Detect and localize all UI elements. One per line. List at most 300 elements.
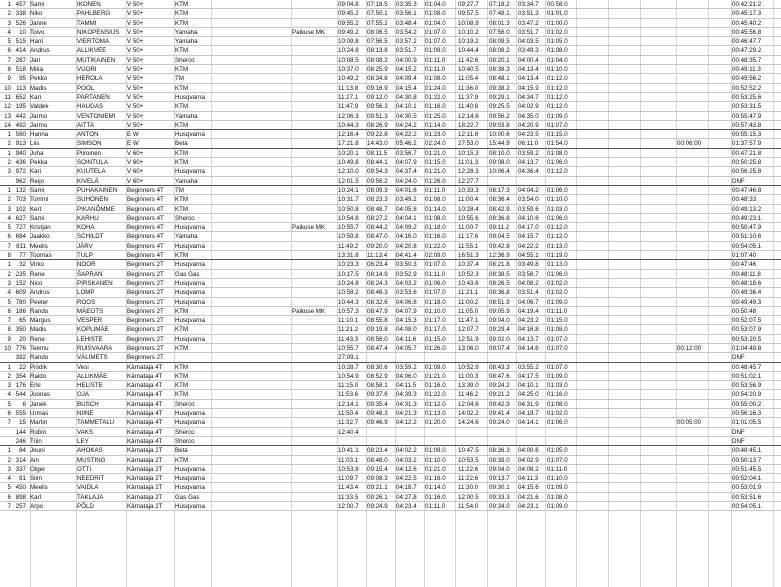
cell-t3[interactable]: 01:16.0	[425, 475, 446, 483]
cell-pl[interactable]: 8	[7, 66, 11, 74]
cell-t5[interactable]: 15:44.9	[489, 140, 510, 148]
cell-pl[interactable]: 1	[7, 447, 11, 455]
cell-t7[interactable]: 01:02.0	[547, 279, 568, 287]
cell-fn[interactable]: Nico	[30, 279, 43, 287]
cell-t1[interactable]: 08:26.9	[367, 121, 388, 129]
table-row[interactable]	[0, 121, 781, 130]
cell-ln[interactable]: ŠAPRAN	[77, 270, 103, 278]
cell-fn[interactable]: Meelis	[30, 242, 48, 250]
cell-t1[interactable]: 09:37.6	[367, 391, 388, 399]
cell-t5[interactable]: 07:48.1	[489, 10, 510, 18]
table-row[interactable]	[0, 9, 781, 18]
cell-tot[interactable]: 00:50:48	[732, 307, 757, 315]
cell-t0[interactable]: 10:49.8	[338, 159, 359, 167]
cell-t1[interactable]: 08:11.5	[367, 149, 388, 157]
cell-t0[interactable]: 11:33.5	[338, 493, 359, 501]
cell-t2[interactable]: 04:30.5	[396, 112, 417, 120]
cell-t7[interactable]: 01:06.0	[547, 186, 568, 194]
cell-t5[interactable]: 08:38.5	[489, 270, 510, 278]
cell-fn[interactable]: Arpo	[30, 503, 44, 511]
cell-t4[interactable]: 12:11.8	[458, 131, 479, 139]
cell-t6[interactable]: 04:10.1	[518, 382, 539, 390]
cell-t1[interactable]: 08:09.3	[367, 186, 388, 194]
cell-ln[interactable]: NOOR	[77, 261, 96, 269]
cell-pl[interactable]: 8	[7, 252, 11, 260]
cell-ln[interactable]: VIERTOMA	[77, 38, 110, 46]
cell-tot[interactable]: 00:47:29.2	[732, 47, 762, 55]
cell-t6[interactable]: 04:16.8	[518, 326, 539, 334]
cell-pl[interactable]: 5	[7, 484, 11, 492]
cell-mk[interactable]: KTM	[175, 121, 189, 129]
cell-ln[interactable]: VUORI	[77, 66, 97, 74]
cell-t3[interactable]: 01:11.0	[425, 503, 446, 511]
cell-pl[interactable]: 7	[7, 503, 11, 511]
cell-t0[interactable]: 11:43.4	[338, 484, 359, 492]
cell-t2[interactable]: 03:53.6	[396, 289, 417, 297]
cell-pl[interactable]: 1	[7, 363, 11, 371]
cell-t7[interactable]: 01:07.0	[547, 363, 568, 371]
cell-tot[interactable]: 01:01:05.5	[732, 419, 762, 427]
cell-fn[interactable]: Jaakko	[30, 233, 50, 241]
cell-t0[interactable]: 11:53.6	[338, 391, 359, 399]
cell-nr[interactable]: 235	[15, 270, 26, 278]
cell-t7[interactable]: 01:02.0	[547, 28, 568, 36]
cell-mk[interactable]: TM	[175, 75, 184, 83]
cell-ln[interactable]: LEY	[77, 437, 89, 445]
cell-cl[interactable]: V 50+	[127, 84, 144, 92]
cell-t0[interactable]: 09:55.2	[338, 19, 359, 27]
cell-pl[interactable]: 4	[7, 28, 11, 36]
cell-cl[interactable]: Kärnataja 4T	[127, 372, 163, 380]
cell-fn[interactable]: Madis	[30, 84, 47, 92]
cell-t1[interactable]: 09:26.1	[367, 493, 388, 501]
cell-tot[interactable]: 01:37:57.9	[732, 140, 762, 148]
cell-t2[interactable]: 03:35.3	[396, 1, 417, 8]
cell-t3[interactable]: 01:08.0	[425, 75, 446, 83]
cell-ln[interactable]: ROOS	[77, 298, 96, 306]
cell-t6[interactable]: 04:15.7	[518, 233, 539, 241]
cell-t2[interactable]: 04:24.0	[396, 177, 417, 185]
cell-t5[interactable]: 07:18.2	[489, 1, 510, 8]
cell-t1[interactable]: 08:47.0	[367, 233, 388, 241]
cell-t2[interactable]: 04:09.2	[396, 224, 417, 232]
cell-t0[interactable]: 11:32.7	[338, 419, 359, 427]
cell-t2[interactable]: 04:27.8	[396, 493, 417, 501]
cell-t5[interactable]: 09:07.4	[489, 344, 510, 352]
cell-t5[interactable]: 08:36.3	[489, 447, 510, 455]
cell-pl[interactable]: 3	[7, 205, 11, 213]
cell-t0[interactable]: 10:41.1	[338, 447, 359, 455]
cell-t4[interactable]: 10:47.5	[458, 447, 479, 455]
cell-nr[interactable]: 609	[15, 289, 26, 297]
cell-tot[interactable]: 00:53:07.9	[732, 326, 762, 334]
cell-mk[interactable]: Husqvarna	[175, 279, 205, 287]
cell-t2[interactable]: 04:41.4	[396, 252, 417, 260]
table-row[interactable]	[0, 335, 781, 344]
cell-t5[interactable]: 08:47.6	[489, 372, 510, 380]
table-row[interactable]	[0, 325, 781, 334]
cell-pl[interactable]: 2	[7, 456, 11, 464]
cell-t4[interactable]: 11:00.7	[458, 224, 479, 232]
cell-t7[interactable]: 01:08.0	[547, 326, 568, 334]
cell-t3[interactable]: 01:15.0	[425, 335, 446, 343]
cell-pl[interactable]: 7	[7, 242, 11, 250]
cell-t7[interactable]: 01:06.0	[547, 214, 568, 222]
cell-ln[interactable]: RUISVAARA	[77, 344, 113, 352]
cell-t3[interactable]: 01:21.0	[425, 372, 446, 380]
cell-pl[interactable]: 5	[7, 224, 11, 232]
cell-mk[interactable]: Sherco	[175, 214, 195, 222]
cell-t2[interactable]: 04:01.6	[396, 186, 417, 194]
cell-t4[interactable]: 27:53.0	[458, 140, 479, 148]
cell-t0[interactable]: 10:57.3	[338, 307, 359, 315]
cell-t4[interactable]: 16:51.3	[458, 252, 479, 260]
cell-t7[interactable]: 01:09.0	[547, 503, 568, 511]
cell-ln[interactable]: VESPER	[77, 317, 103, 325]
cell-t0[interactable]: 11:13.8	[338, 84, 359, 92]
cell-ln[interactable]: VENTONIEMI	[77, 112, 116, 120]
table-row[interactable]	[0, 167, 781, 176]
cell-mk[interactable]: TM	[175, 186, 184, 194]
cell-nr[interactable]: 436	[15, 159, 26, 167]
cell-pl[interactable]: 9	[7, 335, 11, 343]
cell-t3[interactable]: 01:18.0	[425, 298, 446, 306]
cell-ln[interactable]: IKONEN	[77, 1, 101, 8]
cell-fn[interactable]: Kert	[30, 205, 42, 213]
cell-t7[interactable]: 01:54.0	[547, 140, 568, 148]
cell-t7[interactable]: 01:12.0	[547, 224, 568, 232]
cell-t6[interactable]: 04:17.5	[518, 372, 539, 380]
cell-nr[interactable]: 442	[15, 112, 26, 120]
cell-cl[interactable]: Beginners 2T	[127, 326, 164, 334]
table-row[interactable]	[0, 93, 781, 102]
cell-t4[interactable]: 10:44.4	[458, 47, 479, 55]
cell-t3[interactable]: 01:07.0	[425, 28, 446, 36]
cell-fn[interactable]: Rando	[30, 354, 49, 362]
cell-ln[interactable]: KOPLIMÄE	[77, 326, 109, 334]
cell-fn[interactable]: Kristjan	[30, 224, 51, 232]
cell-t4[interactable]: 11:22.6	[458, 475, 479, 483]
cell-t4[interactable]: 12:51.9	[458, 335, 479, 343]
cell-t1[interactable]: 08:55.8	[367, 317, 388, 325]
cell-t6[interactable]: 04:21.6	[518, 493, 539, 501]
cell-t7[interactable]: 01:09.0	[547, 372, 568, 380]
cell-t4[interactable]: 12:00.5	[458, 493, 479, 501]
cell-fn[interactable]: Pekko	[30, 75, 48, 83]
cell-fn[interactable]: Toivo	[30, 28, 45, 36]
cell-mk[interactable]: Husqvarna	[175, 93, 205, 101]
cell-t5[interactable]: 08:20.1	[489, 56, 510, 64]
cell-mk[interactable]: Gas Gas	[175, 493, 200, 501]
cell-t0[interactable]: 11:50.4	[338, 410, 359, 418]
cell-tot[interactable]: 00:48:33	[732, 196, 757, 204]
cell-tot[interactable]: 00:56:16.3	[732, 410, 762, 418]
cell-nr[interactable]: 972	[15, 168, 26, 176]
table-row[interactable]	[0, 232, 781, 241]
cell-fn[interactable]: Valdek	[30, 103, 49, 111]
table-row[interactable]	[0, 298, 781, 307]
cell-t3[interactable]: 01:08.0	[425, 214, 446, 222]
cell-ln[interactable]: KIVELÄ	[77, 177, 99, 185]
cell-t6[interactable]: 04:36.4	[518, 168, 539, 176]
cell-t1[interactable]: 09:21.1	[367, 484, 388, 492]
cell-mk[interactable]: Beta	[175, 140, 188, 148]
cell-ln[interactable]: MÄEOTS	[77, 307, 104, 315]
table-row[interactable]	[0, 149, 781, 158]
cell-t4[interactable]: 10:40.5	[458, 66, 479, 74]
cell-ln[interactable]: VAIDLA	[77, 484, 99, 492]
cell-fn[interactable]: Sami	[30, 186, 45, 194]
cell-cl[interactable]: V 50+	[127, 10, 144, 18]
cell-t7[interactable]: 01:10.0	[547, 66, 568, 74]
cell-t0[interactable]: 10:24.8	[338, 279, 359, 287]
cell-fn[interactable]: Jari	[30, 56, 40, 64]
cell-t0[interactable]: 10:58.2	[338, 289, 359, 297]
cell-t6[interactable]: 04:19.7	[518, 410, 539, 418]
cell-ln[interactable]: KOHA	[77, 224, 95, 232]
cell-cl[interactable]: E W	[127, 140, 139, 148]
cell-t6[interactable]: 04:00.6	[518, 447, 539, 455]
cell-fn[interactable]: Erki	[30, 382, 41, 390]
cell-nr[interactable]: 414	[15, 47, 26, 55]
cell-cl[interactable]: Kärnataja 4T	[127, 400, 163, 408]
cell-t5[interactable]: 08:21.8	[489, 261, 510, 269]
cell-nr[interactable]: 176	[15, 382, 26, 390]
cell-nr[interactable]: 257	[15, 503, 26, 511]
cell-tot[interactable]: 00:53:01.9	[732, 484, 762, 492]
cell-t4[interactable]: 14:24.6	[458, 419, 479, 427]
cell-ln[interactable]: SCHILDT	[77, 233, 104, 241]
cell-t0[interactable]: 27:09.1	[338, 354, 359, 362]
table-row[interactable]	[0, 112, 781, 121]
cell-t0[interactable]: 12:00.7	[338, 503, 359, 511]
cell-t1[interactable]: 09:22.8	[367, 131, 388, 139]
cell-t3[interactable]: 01:21.0	[425, 168, 446, 176]
cell-ln[interactable]: HAUGAS	[77, 103, 104, 111]
cell-fn[interactable]: Harri	[30, 38, 44, 46]
cell-nr[interactable]: 144	[15, 428, 26, 436]
cell-fn[interactable]: Tommi	[30, 196, 49, 204]
table-row[interactable]	[0, 428, 781, 437]
cell-mk[interactable]: Yamaha	[175, 233, 198, 241]
cell-t4[interactable]: 12:27.7	[458, 177, 479, 185]
cell-t3[interactable]: 01:20.0	[425, 419, 446, 427]
cell-t0[interactable]: 11:27.1	[338, 93, 359, 101]
cell-t3[interactable]: 01:16.0	[425, 233, 446, 241]
cell-nr[interactable]: 913	[15, 140, 26, 148]
cell-t2[interactable]: 04:11.5	[396, 382, 417, 390]
cell-nr[interactable]: 246	[15, 437, 26, 445]
cell-ln[interactable]: LEHISTE	[77, 335, 103, 343]
cell-t6[interactable]: 03:51.3	[518, 10, 539, 18]
table-row[interactable]	[0, 381, 781, 390]
cell-t0[interactable]: 12:01.5	[338, 177, 359, 185]
cell-t0[interactable]: 09:45.2	[338, 10, 359, 18]
table-row[interactable]	[0, 437, 781, 446]
cell-t6[interactable]: 04:10.6	[518, 214, 539, 222]
cell-t3[interactable]: 01:08.0	[425, 196, 446, 204]
cell-pl[interactable]: 7	[7, 56, 11, 64]
cell-nr[interactable]: 515	[15, 38, 26, 46]
cell-t5[interactable]: 08:26.5	[489, 279, 510, 287]
cell-t2[interactable]: 04:08.0	[396, 326, 417, 334]
cell-pl[interactable]: 6	[7, 410, 11, 418]
table-row[interactable]	[0, 483, 781, 492]
cell-nr[interactable]: 354	[15, 372, 26, 380]
cell-tot[interactable]: 00:51:02.1	[732, 372, 762, 380]
cell-t7[interactable]: 01:00.0	[547, 19, 568, 27]
cell-mk[interactable]: Husqvarna	[175, 298, 205, 306]
table-row[interactable]	[0, 363, 781, 372]
table-row[interactable]	[0, 288, 781, 297]
cell-ln[interactable]: TAMMETALU	[77, 419, 115, 427]
cell-fn[interactable]: Margus	[30, 317, 51, 325]
cell-t3[interactable]: 01:14.0	[425, 484, 446, 492]
cell-t6[interactable]: 04:04.2	[518, 186, 539, 194]
cell-t1[interactable]: 09:56.2	[367, 177, 388, 185]
cell-t4[interactable]: 09:57.5	[458, 10, 479, 18]
cell-t4[interactable]: 18:22.7	[458, 121, 479, 129]
cell-t6[interactable]: 03:51.4	[518, 289, 539, 297]
cell-mk[interactable]: Husqvarna	[175, 289, 205, 297]
cell-nr[interactable]: 727	[15, 224, 26, 232]
cell-fn[interactable]: Rene	[30, 335, 45, 343]
cell-sp[interactable]: Paikuse MK	[292, 28, 326, 36]
cell-mk[interactable]: Yamaha	[175, 28, 198, 36]
cell-t7[interactable]: 01:09.0	[547, 298, 568, 306]
cell-ln[interactable]: Vesi	[77, 363, 89, 371]
cell-mk[interactable]: KTM	[175, 205, 189, 213]
table-row[interactable]	[0, 502, 781, 511]
cell-t1[interactable]: 08:52.9	[367, 372, 388, 380]
cell-mk[interactable]: Husqvarna	[175, 335, 205, 343]
cell-t1[interactable]: 08:27.2	[367, 214, 388, 222]
cell-pl[interactable]: 5	[7, 400, 11, 408]
cell-t0[interactable]: 10:37.0	[338, 66, 359, 74]
cell-fn[interactable]: Joonas	[30, 391, 50, 399]
table-row[interactable]	[0, 400, 781, 409]
cell-t1[interactable]: 08:56.0	[367, 335, 388, 343]
cell-t5[interactable]: 08:10.0	[489, 149, 510, 157]
cell-cl[interactable]: Beginners 4T	[127, 214, 164, 222]
cell-tot[interactable]: 00:49:11.3	[732, 66, 761, 74]
cell-t0[interactable]: 10:08.5	[338, 56, 359, 64]
cell-tot[interactable]: 00:45:40.2	[732, 19, 762, 27]
cell-cl[interactable]: Kärnataja 2T	[127, 503, 163, 511]
cell-t1[interactable]: 08:32.6	[367, 298, 388, 306]
cell-mk[interactable]: KTM	[175, 372, 189, 380]
cell-t2[interactable]: 04:05.8	[396, 205, 417, 213]
table-row[interactable]	[0, 456, 781, 465]
cell-t4[interactable]: 11:46.2	[458, 391, 479, 399]
cell-t3[interactable]: 01:26.0	[425, 344, 446, 352]
cell-t0[interactable]: 10:55.7	[338, 344, 359, 352]
cell-cl[interactable]: Beginners 2T	[127, 335, 164, 343]
cell-tot[interactable]: 00:51:45.5	[732, 465, 762, 473]
cell-mk[interactable]: Husqvarna	[175, 131, 205, 139]
cell-ln[interactable]: ALLIKVEE	[77, 47, 107, 55]
cell-ln[interactable]: AITTA	[77, 121, 95, 129]
cell-fn[interactable]: Urmas	[30, 410, 49, 418]
cell-ln[interactable]: Piiroinen	[77, 149, 102, 157]
cell-fn[interactable]: Reijo	[30, 177, 45, 185]
cell-t3[interactable]: 01:07.0	[425, 289, 446, 297]
cell-pl[interactable]: 5	[7, 298, 11, 306]
cell-t2[interactable]: 04:10.1	[396, 103, 417, 111]
cell-t7[interactable]: 01:13.0	[547, 261, 568, 269]
cell-t3[interactable]: 01:25.0	[425, 112, 446, 120]
cell-tot[interactable]: 01:07:40	[732, 252, 757, 260]
cell-t0[interactable]: 12:40.4	[338, 428, 359, 436]
cell-fn[interactable]: Virko	[30, 261, 44, 269]
cell-ln[interactable]: POOL	[77, 84, 95, 92]
cell-cl[interactable]: Beginners 4T	[127, 242, 164, 250]
cell-t2[interactable]: 03:56.1	[396, 10, 417, 18]
cell-fn[interactable]: Andrus	[30, 47, 50, 55]
cell-tot[interactable]: 00:51:10.6	[732, 233, 762, 241]
cell-tot[interactable]: 00:54:20.9	[732, 391, 762, 399]
cell-t3[interactable]: 01:21.0	[425, 149, 446, 157]
cell-t4[interactable]: 10:43.6	[458, 279, 479, 287]
cell-t7[interactable]: 01:05.0	[547, 38, 568, 46]
cell-t5[interactable]: 08:36.8	[489, 289, 510, 297]
cell-t6[interactable]: 04:34.7	[518, 93, 539, 101]
cell-t3[interactable]: 01:07.0	[425, 38, 446, 46]
cell-cl[interactable]: Beginners 2T	[127, 261, 164, 269]
cell-nr[interactable]: 32	[19, 261, 26, 269]
cell-t3[interactable]: 01:07.0	[425, 261, 446, 269]
cell-mk[interactable]: Husqvarna	[175, 317, 205, 325]
cell-mk[interactable]: KTM	[175, 344, 189, 352]
cell-t2[interactable]: 03:52.9	[396, 270, 417, 278]
cell-t3[interactable]: 01:10.0	[425, 307, 446, 315]
cell-t7[interactable]: 01:01.0	[547, 10, 568, 18]
cell-t2[interactable]: 04:12.2	[396, 419, 417, 427]
cell-fn[interactable]: Priidik	[30, 363, 47, 371]
cell-t0[interactable]: 11:09.7	[338, 475, 359, 483]
cell-t0[interactable]: 10:50.8	[338, 205, 359, 213]
cell-tot[interactable]: 00:53:56.9	[732, 382, 762, 390]
cell-tot[interactable]: 00:52:07.5	[732, 317, 762, 325]
cell-cl[interactable]: Beginners 2T	[127, 354, 164, 362]
cell-mk[interactable]: KTM	[175, 363, 189, 371]
cell-mk[interactable]: Husqvarna	[175, 261, 205, 269]
cell-t2[interactable]: 04:06.0	[396, 372, 417, 380]
cell-t1[interactable]: 08:23.4	[367, 261, 388, 269]
cell-t5[interactable]: 09:03.8	[489, 121, 510, 129]
cell-t0[interactable]: 12:06.3	[338, 112, 359, 120]
cell-cl[interactable]: V 50+	[127, 47, 144, 55]
cell-nr[interactable]: 544	[15, 391, 26, 399]
cell-fn[interactable]: Karl	[30, 493, 42, 501]
cell-tot[interactable]: 00:47:46	[732, 261, 757, 269]
cell-mk[interactable]: Husqvarna	[175, 419, 205, 427]
cell-t6[interactable]: 04:14.6	[518, 344, 539, 352]
cell-pl[interactable]: 9	[7, 75, 11, 83]
cell-tot[interactable]: 00:56:25.8	[732, 168, 762, 176]
cell-ln[interactable]: SIMSON	[77, 140, 102, 148]
cell-cl[interactable]: V 50+	[127, 28, 144, 36]
cell-t6[interactable]: 04:55.1	[518, 252, 539, 260]
cell-t4[interactable]: 11:55.1	[458, 242, 479, 250]
cell-t1[interactable]: 14:43.0	[367, 140, 388, 148]
cell-ln[interactable]: LOMP	[77, 289, 95, 297]
cell-t4[interactable]: 10:15.3	[458, 149, 479, 157]
cell-t0[interactable]: 10:24.1	[338, 186, 359, 194]
cell-ln[interactable]: MUTIKAINEN	[77, 56, 116, 64]
cell-tot[interactable]: 00:55:15.3	[732, 131, 762, 139]
cell-tot[interactable]: 00:49:49.3	[732, 298, 762, 306]
